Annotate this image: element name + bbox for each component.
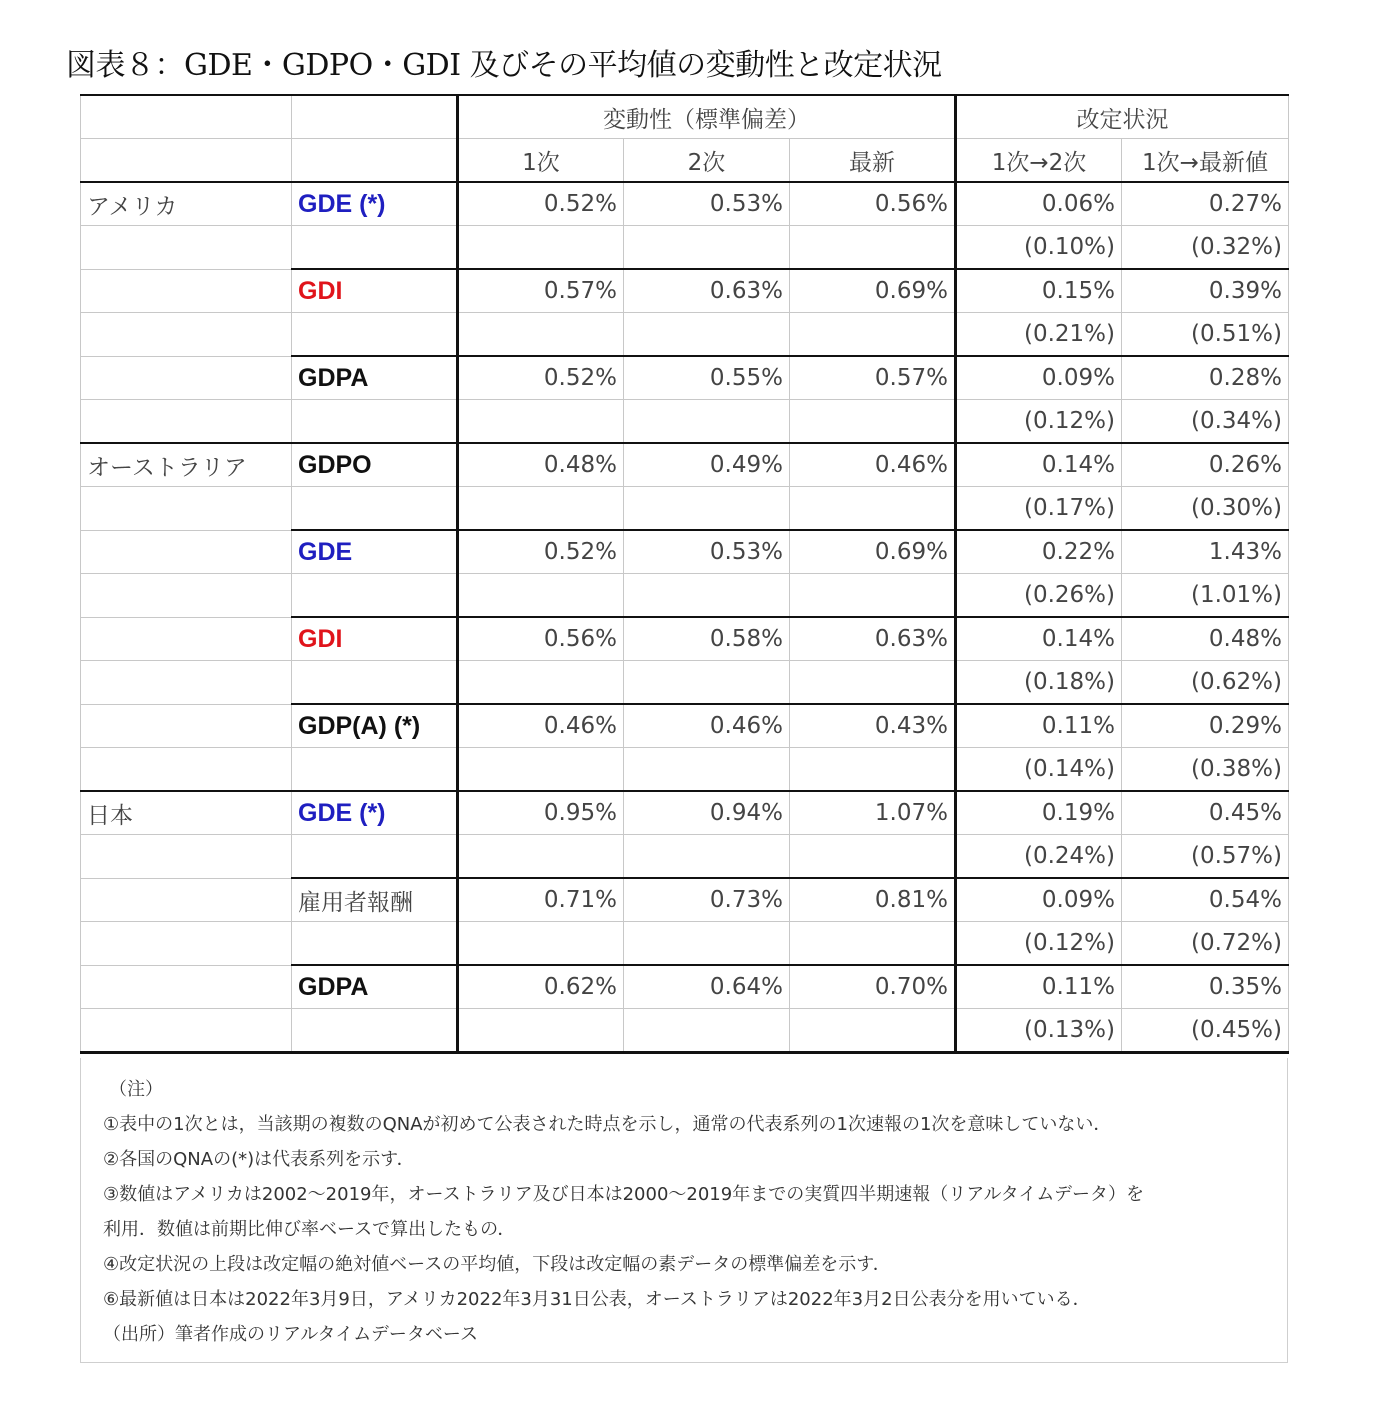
empty-cell bbox=[624, 226, 790, 270]
header-1st: 1次 bbox=[458, 139, 624, 183]
series-name: 雇用者報酬 bbox=[292, 878, 458, 922]
empty-cell bbox=[790, 748, 956, 792]
empty-cell bbox=[624, 313, 790, 357]
value-2nd: 0.94% bbox=[624, 791, 790, 835]
revision-1-latest-sd: (0.72%) bbox=[1122, 922, 1289, 966]
empty-cell bbox=[81, 661, 292, 705]
table-row-sub bbox=[81, 748, 1289, 792]
country-cell: オーストラリア bbox=[81, 443, 292, 487]
revision-1-latest: 0.28% bbox=[1122, 356, 1289, 400]
empty-cell bbox=[624, 400, 790, 444]
value-1st: 0.57% bbox=[458, 269, 624, 313]
note-3-cont: 利用．数値は前期比伸び率ベースで算出したもの． bbox=[103, 1219, 516, 1240]
table-row bbox=[81, 878, 1289, 922]
revision-1-latest: 0.35% bbox=[1122, 965, 1289, 1009]
header-empty bbox=[81, 95, 292, 139]
revision-1-2: 0.19% bbox=[956, 791, 1122, 835]
header-row-group bbox=[81, 95, 1289, 139]
revision-1-latest-sd: (0.51%) bbox=[1122, 313, 1289, 357]
value-latest: 0.69% bbox=[790, 269, 956, 313]
country-cell bbox=[81, 965, 292, 1009]
value-latest: 0.57% bbox=[790, 356, 956, 400]
empty-cell bbox=[790, 835, 956, 879]
note-3: ③数値はアメリカは2002～2019年，オーストラリア及び日本は2000～2019年までの実質四半期速報（リアルタイムデータ）を bbox=[103, 1184, 1145, 1205]
value-latest: 0.56% bbox=[790, 182, 956, 226]
data-table bbox=[80, 94, 1289, 1054]
empty-cell bbox=[458, 748, 624, 792]
empty-cell bbox=[292, 487, 458, 531]
empty-cell bbox=[81, 574, 292, 618]
revision-1-latest-sd: (0.38%) bbox=[1122, 748, 1289, 792]
table-row-sub bbox=[81, 400, 1289, 444]
revision-1-2-sd: (0.18%) bbox=[956, 661, 1122, 705]
header-row-columns bbox=[81, 139, 1289, 183]
header-rev-1-latest: 1次→最新値 bbox=[1122, 139, 1289, 183]
table-row-sub bbox=[81, 226, 1289, 270]
revision-1-latest: 0.54% bbox=[1122, 878, 1289, 922]
revision-1-2-sd: (0.10%) bbox=[956, 226, 1122, 270]
revision-1-latest: 0.45% bbox=[1122, 791, 1289, 835]
empty-cell bbox=[624, 748, 790, 792]
country-cell bbox=[81, 356, 292, 400]
value-2nd: 0.53% bbox=[624, 530, 790, 574]
empty-cell bbox=[292, 748, 458, 792]
revision-1-latest-sd: (0.62%) bbox=[1122, 661, 1289, 705]
revision-1-2-sd: (0.13%) bbox=[956, 1009, 1122, 1053]
revision-1-2: 0.11% bbox=[956, 965, 1122, 1009]
value-latest: 0.63% bbox=[790, 617, 956, 661]
empty-cell bbox=[458, 226, 624, 270]
series-name: GDE bbox=[292, 530, 458, 574]
revision-1-2: 0.14% bbox=[956, 443, 1122, 487]
empty-cell bbox=[292, 574, 458, 618]
value-2nd: 0.73% bbox=[624, 878, 790, 922]
table-row bbox=[81, 704, 1289, 748]
revision-1-latest-sd: (0.30%) bbox=[1122, 487, 1289, 531]
table-row-sub bbox=[81, 922, 1289, 966]
revision-1-latest-sd: (0.34%) bbox=[1122, 400, 1289, 444]
empty-cell bbox=[81, 1009, 292, 1053]
value-1st: 0.52% bbox=[458, 356, 624, 400]
revision-1-2: 0.06% bbox=[956, 182, 1122, 226]
value-1st: 0.56% bbox=[458, 617, 624, 661]
empty-cell bbox=[292, 313, 458, 357]
table-row-sub bbox=[81, 487, 1289, 531]
empty-cell bbox=[790, 661, 956, 705]
value-2nd: 0.63% bbox=[624, 269, 790, 313]
empty-cell bbox=[458, 1009, 624, 1053]
header-2nd: 2次 bbox=[624, 139, 790, 183]
revision-1-2: 0.09% bbox=[956, 356, 1122, 400]
note-6: ⑥最新値は日本は2022年3月9日，アメリカ2022年3月31日公表，オーストラリアは2022年3月2日公表分を用いている． bbox=[103, 1289, 1091, 1310]
empty-cell bbox=[81, 313, 292, 357]
table-row-sub bbox=[81, 835, 1289, 879]
revision-1-2: 0.15% bbox=[956, 269, 1122, 313]
header-rev-1-2: 1次→2次 bbox=[956, 139, 1122, 183]
empty-cell bbox=[81, 487, 292, 531]
empty-cell bbox=[790, 400, 956, 444]
table-row-sub bbox=[81, 574, 1289, 618]
empty-cell bbox=[458, 574, 624, 618]
empty-cell bbox=[458, 313, 624, 357]
table-row-sub bbox=[81, 313, 1289, 357]
empty-cell bbox=[458, 661, 624, 705]
value-1st: 0.46% bbox=[458, 704, 624, 748]
value-latest: 0.46% bbox=[790, 443, 956, 487]
country-cell: 日本 bbox=[81, 791, 292, 835]
empty-cell bbox=[624, 487, 790, 531]
revision-1-latest: 0.48% bbox=[1122, 617, 1289, 661]
note-2: ②各国のQNAの(*)は代表系列を示す． bbox=[103, 1149, 415, 1170]
value-1st: 0.52% bbox=[458, 182, 624, 226]
value-1st: 0.71% bbox=[458, 878, 624, 922]
empty-cell bbox=[624, 661, 790, 705]
revision-1-latest-sd: (0.32%) bbox=[1122, 226, 1289, 270]
table-row bbox=[81, 791, 1289, 835]
notes-box bbox=[80, 1058, 1288, 1363]
empty-cell bbox=[81, 226, 292, 270]
header-empty bbox=[292, 95, 458, 139]
value-2nd: 0.64% bbox=[624, 965, 790, 1009]
revision-1-latest-sd: (0.57%) bbox=[1122, 835, 1289, 879]
country-cell bbox=[81, 269, 292, 313]
empty-cell bbox=[624, 574, 790, 618]
country-cell: アメリカ bbox=[81, 182, 292, 226]
empty-cell bbox=[292, 226, 458, 270]
revision-1-2: 0.09% bbox=[956, 878, 1122, 922]
value-2nd: 0.53% bbox=[624, 182, 790, 226]
empty-cell bbox=[458, 835, 624, 879]
empty-cell bbox=[292, 400, 458, 444]
empty-cell bbox=[81, 922, 292, 966]
country-cell bbox=[81, 617, 292, 661]
revision-1-2-sd: (0.12%) bbox=[956, 400, 1122, 444]
series-name: GDI bbox=[292, 617, 458, 661]
revision-1-2: 0.22% bbox=[956, 530, 1122, 574]
empty-cell bbox=[81, 835, 292, 879]
value-latest: 0.69% bbox=[790, 530, 956, 574]
header-revision: 改定状況 bbox=[956, 95, 1289, 139]
note-1: ①表中の1次とは，当該期の複数のQNAが初めて公表された時点を示し，通常の代表系列の1次速報の1次を意味していない． bbox=[103, 1114, 1112, 1135]
series-name: GDPO bbox=[292, 443, 458, 487]
table-row bbox=[81, 530, 1289, 574]
value-1st: 0.52% bbox=[458, 530, 624, 574]
revision-1-2-sd: (0.14%) bbox=[956, 748, 1122, 792]
note-source: （出所）筆者作成のリアルタイムデータベース bbox=[103, 1324, 478, 1345]
table-row-sub bbox=[81, 1009, 1289, 1053]
empty-cell bbox=[790, 922, 956, 966]
header-volatility: 変動性（標準偏差） bbox=[458, 95, 956, 139]
value-latest: 0.70% bbox=[790, 965, 956, 1009]
empty-cell bbox=[81, 748, 292, 792]
table-row bbox=[81, 965, 1289, 1009]
revision-1-2-sd: (0.21%) bbox=[956, 313, 1122, 357]
revision-1-2: 0.11% bbox=[956, 704, 1122, 748]
series-name: GDPA bbox=[292, 356, 458, 400]
table-row-sub bbox=[81, 661, 1289, 705]
header-empty bbox=[81, 139, 292, 183]
revision-1-latest: 0.27% bbox=[1122, 182, 1289, 226]
figure-title: 図表８：GDE・GDPO・GDI 及びその平均値の変動性と改定状況 bbox=[66, 48, 942, 83]
empty-cell bbox=[458, 487, 624, 531]
country-cell bbox=[81, 878, 292, 922]
empty-cell bbox=[790, 487, 956, 531]
note-heading: （注） bbox=[109, 1079, 163, 1100]
value-2nd: 0.49% bbox=[624, 443, 790, 487]
value-1st: 0.95% bbox=[458, 791, 624, 835]
revision-1-latest: 0.39% bbox=[1122, 269, 1289, 313]
revision-1-2-sd: (0.26%) bbox=[956, 574, 1122, 618]
value-latest: 1.07% bbox=[790, 791, 956, 835]
value-latest: 0.43% bbox=[790, 704, 956, 748]
empty-cell bbox=[292, 661, 458, 705]
table-row bbox=[81, 182, 1289, 226]
empty-cell bbox=[458, 400, 624, 444]
empty-cell bbox=[458, 922, 624, 966]
revision-1-2-sd: (0.12%) bbox=[956, 922, 1122, 966]
value-2nd: 0.55% bbox=[624, 356, 790, 400]
revision-1-latest: 1.43% bbox=[1122, 530, 1289, 574]
empty-cell bbox=[790, 226, 956, 270]
revision-1-latest: 0.29% bbox=[1122, 704, 1289, 748]
country-cell bbox=[81, 530, 292, 574]
empty-cell bbox=[81, 400, 292, 444]
table-row bbox=[81, 443, 1289, 487]
revision-1-latest: 0.26% bbox=[1122, 443, 1289, 487]
series-name: GDE (*) bbox=[292, 182, 458, 226]
empty-cell bbox=[292, 922, 458, 966]
table-row bbox=[81, 356, 1289, 400]
header-latest: 最新 bbox=[790, 139, 956, 183]
series-name: GDPA bbox=[292, 965, 458, 1009]
note-4: ④改定状況の上段は改定幅の絶対値ベースの平均値，下段は改定幅の素データの標準偏差を示す． bbox=[103, 1254, 891, 1275]
series-name: GDP(A) (*) bbox=[292, 704, 458, 748]
country-cell bbox=[81, 704, 292, 748]
revision-1-latest-sd: (0.45%) bbox=[1122, 1009, 1289, 1053]
table-row bbox=[81, 617, 1289, 661]
empty-cell bbox=[790, 1009, 956, 1053]
revision-1-latest-sd: (1.01%) bbox=[1122, 574, 1289, 618]
value-1st: 0.62% bbox=[458, 965, 624, 1009]
empty-cell bbox=[624, 835, 790, 879]
revision-1-2: 0.14% bbox=[956, 617, 1122, 661]
value-2nd: 0.58% bbox=[624, 617, 790, 661]
value-2nd: 0.46% bbox=[624, 704, 790, 748]
value-1st: 0.48% bbox=[458, 443, 624, 487]
empty-cell bbox=[624, 1009, 790, 1053]
empty-cell bbox=[790, 313, 956, 357]
empty-cell bbox=[292, 1009, 458, 1053]
revision-1-2-sd: (0.24%) bbox=[956, 835, 1122, 879]
series-name: GDI bbox=[292, 269, 458, 313]
revision-1-2-sd: (0.17%) bbox=[956, 487, 1122, 531]
empty-cell bbox=[292, 835, 458, 879]
empty-cell bbox=[790, 574, 956, 618]
header-empty bbox=[292, 139, 458, 183]
empty-cell bbox=[624, 922, 790, 966]
series-name: GDE (*) bbox=[292, 791, 458, 835]
table-row bbox=[81, 269, 1289, 313]
value-latest: 0.81% bbox=[790, 878, 956, 922]
